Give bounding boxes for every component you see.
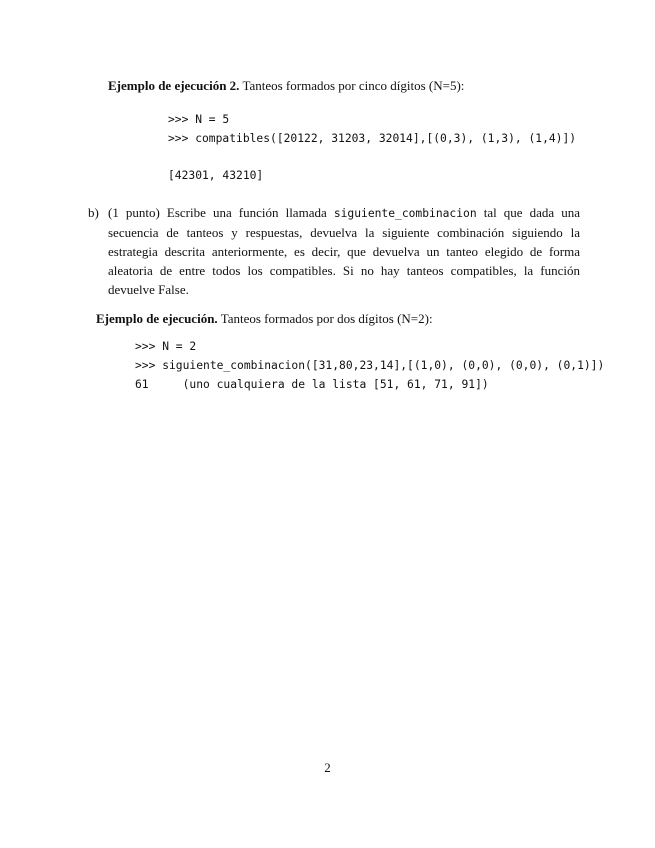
example2-code-line-2: >>> compatibles([20122, 31203, 32014],[(0,3), (1,3), (1,4)]) [168,132,577,145]
example3-code-line-1: >>> N = 2 [135,340,197,353]
part-b-function-name: siguiente_combinacion [333,207,477,220]
example2-code-line-1: >>> N = 5 [168,113,230,126]
part-b-paragraph [88,203,580,299]
part-b-text-after: tal que dada una secuencia de tanteos y respuestas, devuelva la siguiente combinación siguiendo la estrategia descrita anteriormente, es decir, que devuelva un tanteo elegido de forma aleatoria de entre todos los compatibles. Si no hay tanteos compatibles, la función devuelve False. [108,205,580,297]
example3-description: Tanteos formados por dos dígitos (N=2): [220,311,433,326]
part-b-text-before: (1 punto) Escribe una función llamada [108,205,334,220]
part-b-label: b) [88,205,99,220]
page-number: 2 [324,760,331,775]
example2-heading: Ejemplo de ejecución 2. [108,78,240,93]
example3-code-line-3: 61 (uno cualquiera de la lista [51, 61, 71, 91]) [135,378,489,391]
example2-result: [42301, 43210] [168,169,264,182]
example3-heading-line [96,309,433,328]
example2-heading-line [108,76,464,95]
example3-code-line-2: >>> siguiente_combinacion([31,80,23,14],[(1,0), (0,0), (0,0), (0,1)]) [135,359,605,372]
example3-heading: Ejemplo de ejecución. [96,311,218,326]
example2-description: Tanteos formados por cinco dígitos (N=5): [242,78,465,93]
